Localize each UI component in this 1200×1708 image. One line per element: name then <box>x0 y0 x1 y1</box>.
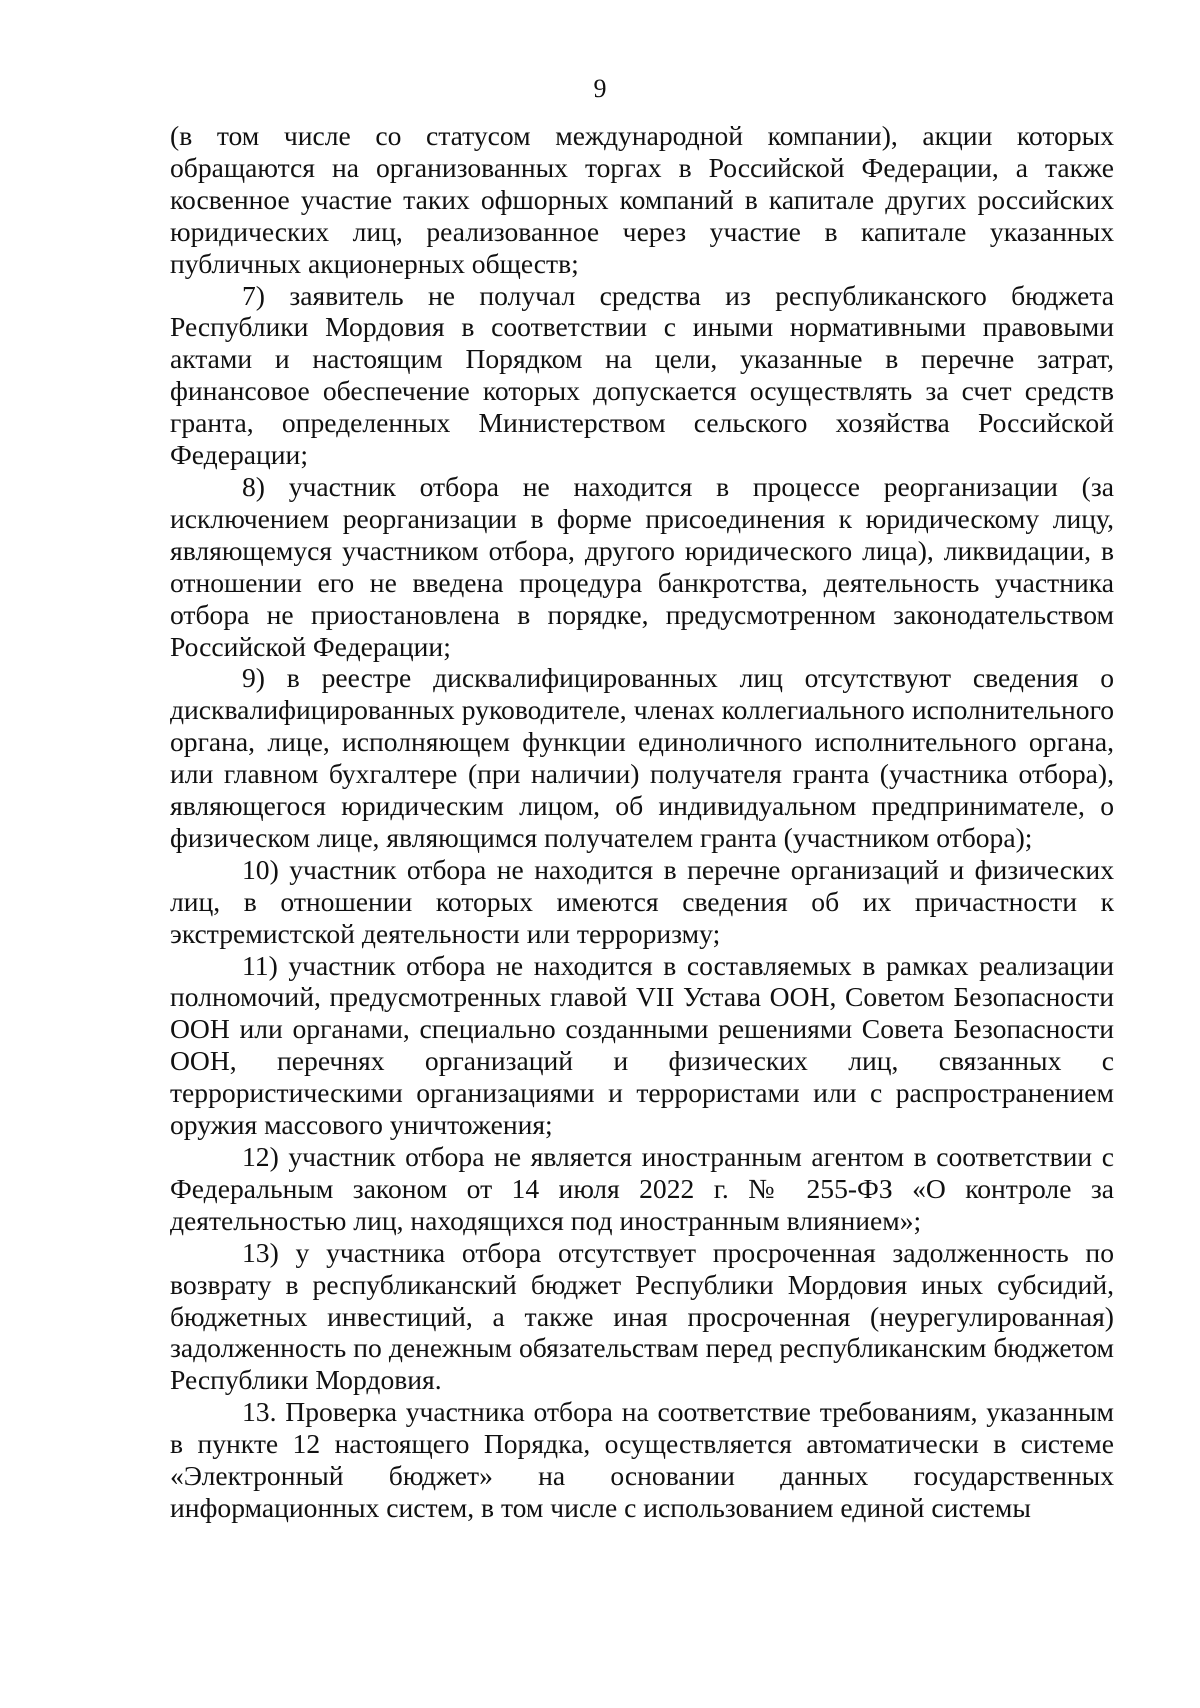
paragraph-item-12: 12) участник отбора не является иностранным агентом в соответствии с Федеральным законом от 14 июля 2022 г. № 255-ФЗ «О контроле за деятельностью лиц, находящихся под иностранным влиянием»; <box>170 1141 1114 1236</box>
paragraph-item-9: 9) в реестре дисквалифицированных лиц отсутствуют сведения о дисквалифицированных руководителе, членах коллегиального исполнительного органа, лице, исполняющем функции единоличного исполнительного органа, или главном бухгалтере (при наличии) получателя гранта (участника отбора), являющегося юридическим лицом, об индивидуальном предпринимателе, о физическом лице, являющимся получателем гранта (участником отбора); <box>170 662 1114 853</box>
paragraph-item-13: 13) у участника отбора отсутствует просроченная задолженность по возврату в республиканский бюджет Республики Мордовия иных субсидий, бюджетных инвестиций, а также иная просроченная (неурегулированная) задолженность по денежным обязательствам перед республиканским бюджетом Республики Мордовия. <box>170 1236 1114 1396</box>
paragraph-item-8: 8) участник отбора не находится в процессе реорганизации (за исключением реорганизации в форме присоединения к юридическому лицу, являющемуся участником отбора, другого юридического лица), ликвидации, в отношении его не введена процедура банкротства, деятельность участника отбора не приостановлена в порядке, предусмотренном законодательством Российской Федерации; <box>170 470 1114 662</box>
paragraph-item-11: 11) участник отбора не находится в составляемых в рамках реализации полномочий, предусмотренных главой VII Устава ООН, Советом Безопасности ООН или органами, специально созданными решениями Совета Безопасности ООН, перечнях организаций и физических лиц, связанных с террористическими организациями и террористами или с распространением оружия массового уничтожения; <box>170 949 1114 1141</box>
paragraph-item-10: 10) участник отбора не находится в перечне организаций и физических лиц, в отношении которых имеются сведения об их причастности к экстремистской деятельности или терроризму; <box>170 853 1114 949</box>
paragraph-section-13: 13. Проверка участника отбора на соответствие требованиям, указанным в пункте 12 настоящего Порядка, осуществляется автоматически в системе «Электронный бюджет» на основании данных государственных информационных систем, в том числе с использованием единой системы <box>170 1396 1114 1523</box>
paragraph-item-7: 7) заявитель не получал средства из республиканского бюджета Республики Мордовия в соответствии с иными нормативными правовыми актами и настоящим Порядком на цели, указанные в перечне затрат, финансовое обеспечение которых допускается осуществлять за счет средств гранта, определенных Министерством сельского хозяйства Российской Федерации; <box>170 279 1114 471</box>
page-number: 9 <box>593 74 607 103</box>
document-body <box>170 120 1114 1524</box>
paragraph-continuation: (в том числе со статусом международной компании), акции которых обращаются на организованных торгах в Российской Федерации, а также косвенное участие таких офшорных компаний в капитале других российских юридических лиц, реализованное через участие в капитале указанных публичных акционерных обществ; <box>170 120 1114 279</box>
